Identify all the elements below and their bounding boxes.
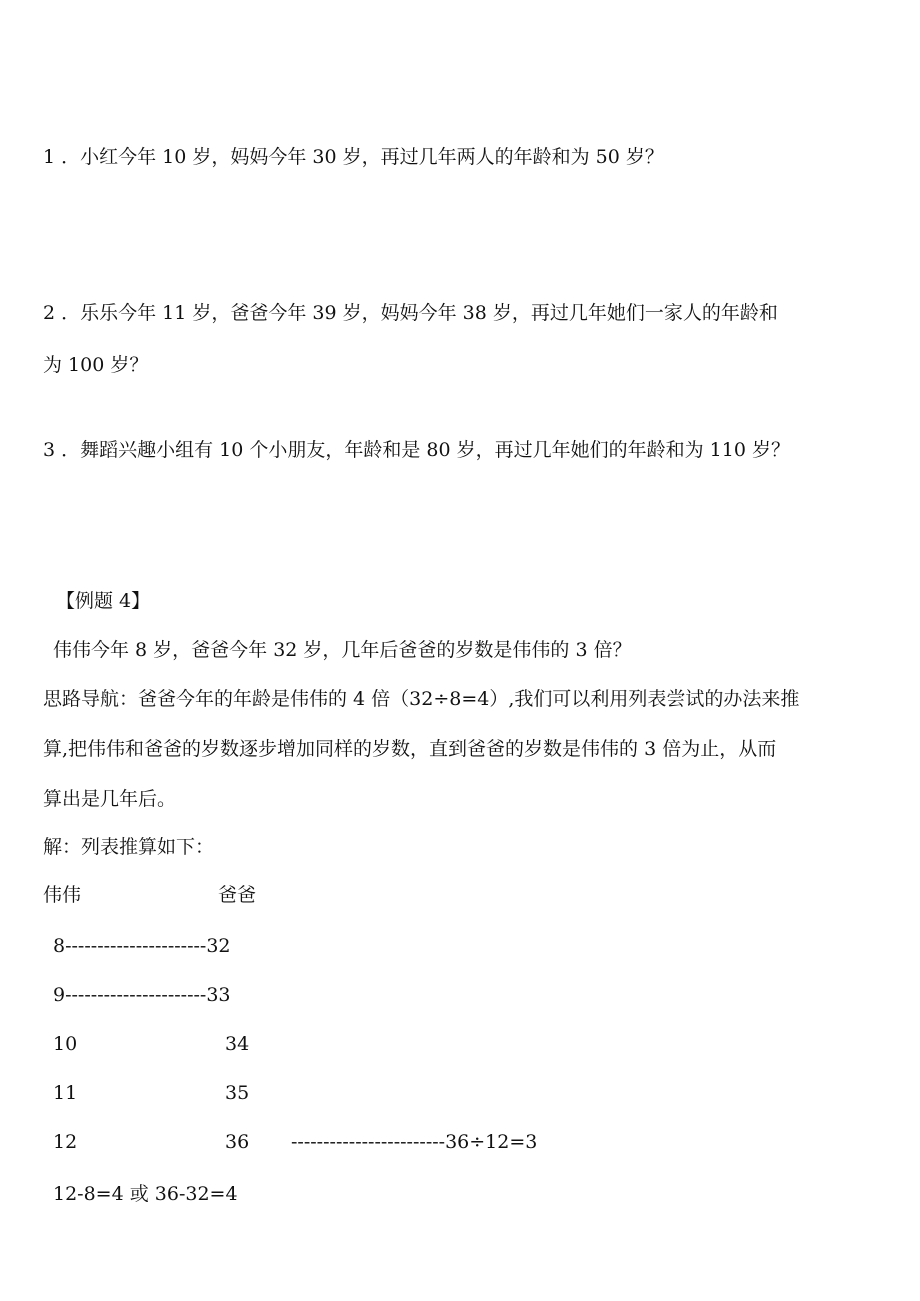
dad-age: 35 <box>225 1082 250 1104</box>
dad-age: 33 <box>206 984 231 1006</box>
ratio-calculation: ------------------------36÷12=3 <box>291 1131 538 1153</box>
hint-line-3: 算出是几年后。 <box>43 788 177 810</box>
weiwei-age: 12 <box>53 1131 78 1153</box>
dad-age: 36 <box>225 1131 250 1153</box>
column-header-weiwei: 伟伟 <box>43 884 82 906</box>
hint-line-2: 算,把伟伟和爸爸的岁数逐步增加同样的岁数，直到爸爸的岁数是伟伟的 3 倍为止，从而 <box>43 738 777 760</box>
weiwei-age: 8 <box>53 935 66 957</box>
solution-intro: 解：列表推算如下： <box>43 836 215 858</box>
question-2-line-1: 2 ．乐乐今年 11 岁，爸爸今年 39 岁，妈妈今年 38 岁，再过几年她们一家人的年龄和 <box>43 302 778 324</box>
row-dash: ---------------------- <box>65 984 207 1006</box>
question-1: 1 ．小红今年 10 岁，妈妈今年 30 岁，再过几年两人的年龄和为 50 岁？ <box>43 146 664 168</box>
table-row <box>53 932 231 960</box>
example-title: 【例题 4】 <box>56 590 151 612</box>
table-row <box>53 981 231 1009</box>
table-row <box>53 1030 250 1058</box>
weiwei-age: 9 <box>53 984 66 1006</box>
column-header-dad: 爸爸 <box>218 884 257 906</box>
row-dash: ---------------------- <box>65 935 207 957</box>
dad-age: 32 <box>206 935 231 957</box>
result-equation: 12-8=4 或 36-32=4 <box>53 1183 238 1205</box>
question-2-line-2: 为 100 岁？ <box>43 354 149 376</box>
table-row <box>53 1079 250 1107</box>
table-row <box>53 1128 538 1156</box>
weiwei-age: 11 <box>53 1082 78 1104</box>
example-question: 伟伟今年 8 岁，爸爸今年 32 岁，几年后爸爸的岁数是伟伟的 3 倍？ <box>53 639 632 661</box>
dad-age: 34 <box>225 1033 250 1055</box>
weiwei-age: 10 <box>53 1033 78 1055</box>
hint-line-1: 思路导航：爸爸今年的年龄是伟伟的 4 倍（32÷8=4）,我们可以利用列表尝试的办法来推 <box>43 688 800 710</box>
question-3: 3 ．舞蹈兴趣小组有 10 个小朋友，年龄和是 80 岁，再过几年她们的年龄和为 110 岁？ <box>43 439 790 461</box>
